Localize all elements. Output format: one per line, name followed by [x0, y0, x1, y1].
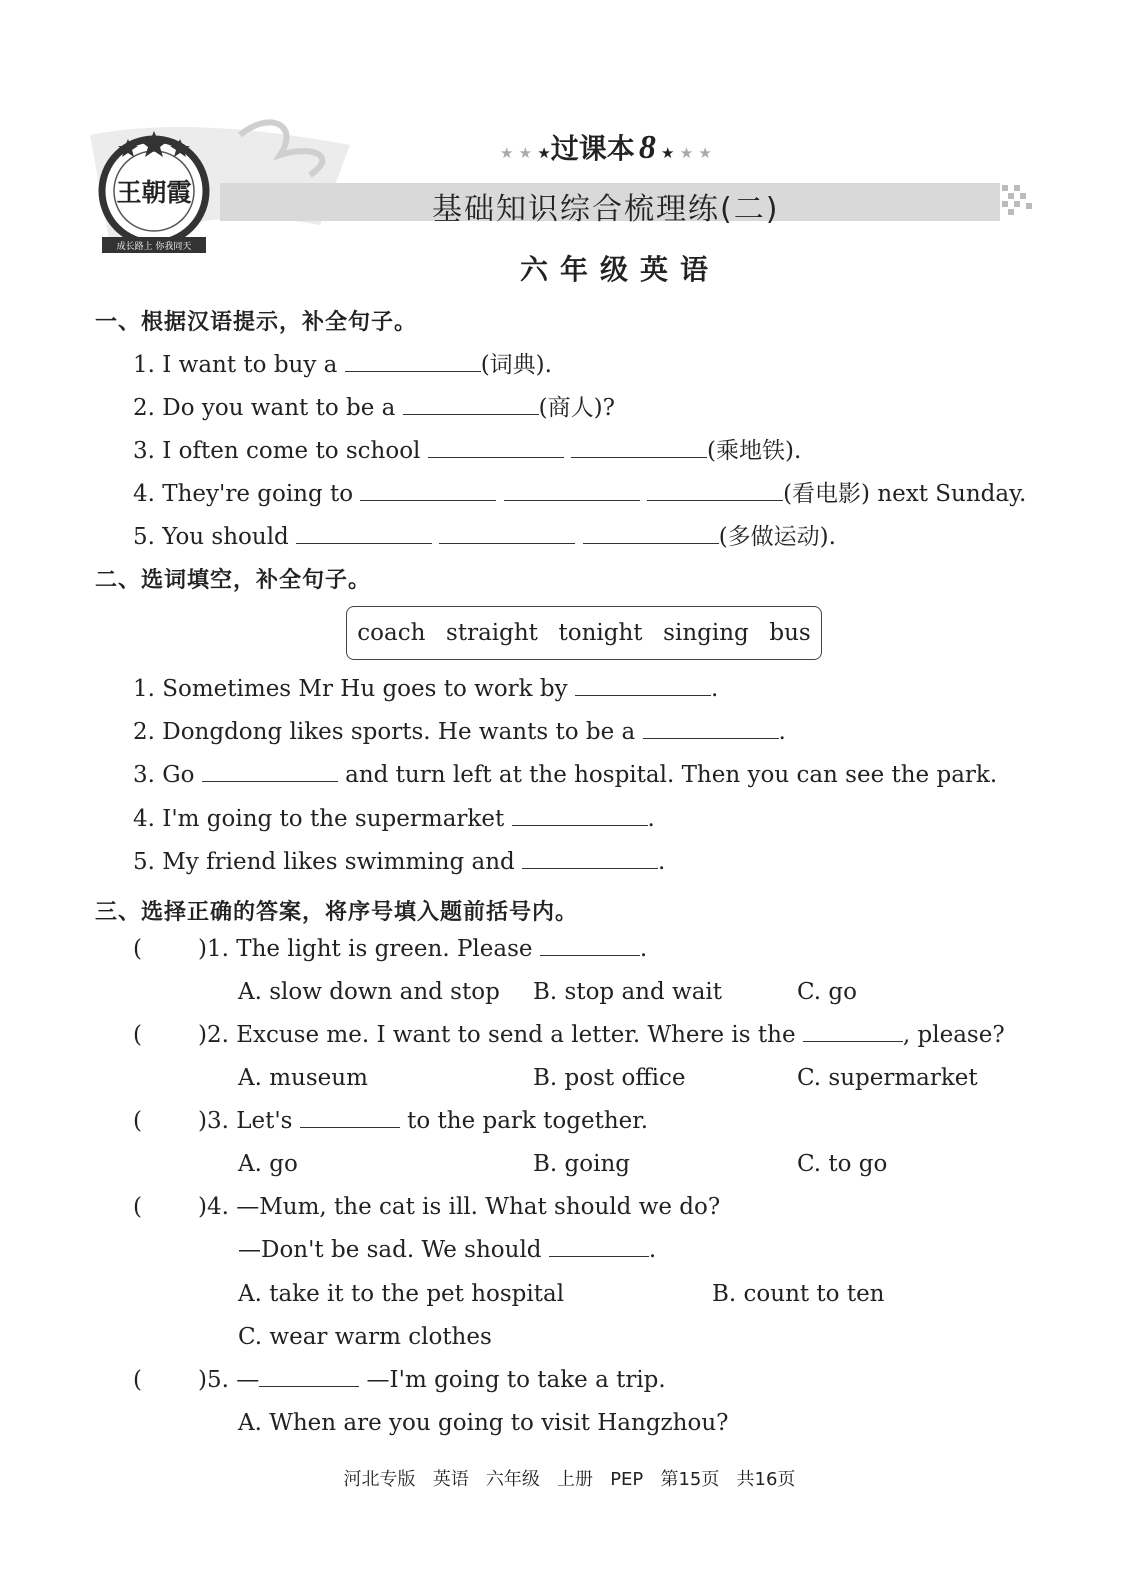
s2-item-text: 4. I'm going to the supermarket	[133, 806, 512, 832]
s1-item-1	[133, 346, 552, 379]
stars-left-icon: ★ ★	[500, 144, 538, 162]
series-name: 过课本	[550, 132, 635, 165]
section1-heading: 一、根据汉语提示，补全句子。	[95, 310, 418, 335]
section2-heading: 二、选词填空，补全句子。	[95, 568, 372, 593]
header-banner	[70, 115, 1050, 265]
star-dark-icon: ★	[655, 144, 675, 162]
q3-option-a: A. go	[238, 1151, 298, 1177]
s2-item-text: 2. Dongdong likes sports. He wants to be a	[133, 719, 643, 745]
q5-option-a: A. When are you going to visit Hangzhou?	[238, 1410, 729, 1436]
q1-option-c: C. go	[797, 979, 857, 1005]
answer-blank[interactable]	[643, 720, 779, 739]
answer-blank[interactable]	[345, 353, 481, 372]
q1-option-b: B. stop and wait	[533, 979, 723, 1005]
q4-stem: )4. —Mum, the cat is ill. What should we do?	[198, 1194, 721, 1220]
q-text-end: .	[639, 936, 648, 962]
answer-blank[interactable]	[571, 439, 707, 458]
q-text: )3. Let's	[198, 1108, 300, 1134]
answer-blank	[300, 1109, 400, 1128]
s2-item-end: .	[778, 719, 786, 745]
s2-item-1	[133, 676, 718, 702]
answer-blank[interactable]	[360, 482, 496, 501]
s1-item-hint: (看电影) next Sunday.	[783, 481, 1027, 507]
q1-stem	[198, 936, 647, 962]
word-bank-box	[346, 606, 822, 660]
q1-option-a: A. slow down and stop	[238, 979, 500, 1005]
q5-stem	[198, 1367, 666, 1393]
q2-option-c: C. supermarket	[797, 1065, 978, 1091]
s1-item-5	[133, 518, 836, 551]
answer-blank[interactable]	[403, 396, 539, 415]
page-subtitle: 六年级英语	[520, 253, 721, 286]
word-bank-word: singing	[663, 620, 749, 646]
logo-text: 王朝霞	[116, 178, 192, 207]
q4-reply	[238, 1237, 656, 1263]
series-number: 8	[638, 129, 656, 166]
q-text: —Don't be sad. We should	[238, 1237, 549, 1263]
s2-item-2	[133, 719, 786, 745]
answer-blank[interactable]	[428, 439, 564, 458]
s2-item-text: 3. Go	[133, 762, 202, 788]
answer-blank	[259, 1368, 359, 1387]
s1-item-hint: (多做运动).	[718, 524, 836, 550]
answer-blank[interactable]	[202, 763, 338, 782]
s1-item-text: 1. I want to buy a	[133, 352, 345, 378]
section3-heading: 三、选择正确的答案，将序号填入题前括号内。	[95, 900, 579, 925]
s2-item-end: and turn left at the hospital. Then you can see the park.	[337, 762, 998, 788]
word-bank-word: straight	[446, 620, 538, 646]
s1-item-text: 5. You should	[133, 524, 297, 550]
s2-item-4	[133, 806, 655, 832]
answer-blank[interactable]	[512, 807, 648, 826]
q-text: )1. The light is green. Please	[198, 936, 540, 962]
answer-paren[interactable]: (	[133, 1194, 142, 1220]
answer-blank	[540, 937, 640, 956]
page-title: 基础知识综合梳理练(二)	[432, 192, 780, 227]
s1-item-text: 2. Do you want to be a	[133, 395, 403, 421]
answer-paren[interactable]: (	[133, 1108, 142, 1134]
s1-item-text: 4. They're going to	[133, 481, 361, 507]
answer-blank[interactable]	[583, 525, 719, 544]
s2-item-end: .	[658, 849, 666, 875]
answer-blank[interactable]	[296, 525, 432, 544]
q-text-end: .	[648, 1237, 657, 1263]
s2-item-end: .	[647, 806, 655, 832]
answer-blank[interactable]	[439, 525, 575, 544]
s2-item-text: 1. Sometimes Mr Hu goes to work by	[133, 676, 575, 702]
q3-stem	[198, 1108, 648, 1134]
logo-ribbon-text: 成长路上 你我同天	[116, 242, 192, 252]
q4-option-b: B. count to ten	[712, 1281, 885, 1307]
s2-item-text: 5. My friend likes swimming and	[133, 849, 523, 875]
q-text-end: to the park together.	[399, 1108, 649, 1134]
s2-item-3	[133, 762, 997, 788]
q2-option-a: A. museum	[238, 1065, 368, 1091]
answer-paren[interactable]: (	[133, 1367, 142, 1393]
page-footer: 河北专版 英语 六年级 上册 PEP 第15页 共16页	[343, 1469, 796, 1490]
answer-paren[interactable]: (	[133, 1022, 142, 1048]
word-bank-word: bus	[769, 620, 811, 646]
answer-blank[interactable]	[647, 482, 783, 501]
s2-item-5	[133, 849, 665, 875]
answer-paren[interactable]: (	[133, 936, 142, 962]
answer-blank[interactable]	[504, 482, 640, 501]
q3-option-b: B. going	[533, 1151, 630, 1177]
s1-item-hint: (商人)?	[538, 395, 615, 421]
word-bank-word: coach	[357, 620, 426, 646]
s1-item-text: 3. I often come to school	[133, 438, 428, 464]
series-label	[500, 127, 712, 167]
stars-right-icon: ★ ★	[674, 144, 712, 162]
q-text-end: —I'm going to take a trip.	[359, 1367, 666, 1393]
star-dark-icon: ★	[537, 144, 551, 162]
s1-item-2	[133, 389, 615, 422]
answer-blank	[549, 1238, 649, 1257]
q-text-end: , please?	[902, 1022, 1005, 1048]
publisher-logo	[98, 129, 210, 252]
q2-stem	[198, 1022, 1005, 1048]
s1-item-hint: (乘地铁).	[707, 438, 802, 464]
answer-blank[interactable]	[575, 677, 711, 696]
q-text: )5. —	[198, 1367, 260, 1393]
q3-option-c: C. to go	[797, 1151, 888, 1177]
q4-option-a: A. take it to the pet hospital	[238, 1281, 565, 1307]
s1-item-3	[133, 432, 801, 465]
q4-option-c: C. wear warm clothes	[238, 1324, 492, 1350]
s1-item-hint: (词典).	[480, 352, 552, 378]
q-text: )2. Excuse me. I want to send a letter. Where is the	[198, 1022, 803, 1048]
answer-blank	[803, 1023, 903, 1042]
q2-option-b: B. post office	[533, 1065, 686, 1091]
s2-item-end: .	[710, 676, 719, 702]
word-bank-word: tonight	[558, 620, 643, 646]
s1-item-4	[133, 475, 1026, 508]
answer-blank[interactable]	[522, 850, 658, 869]
